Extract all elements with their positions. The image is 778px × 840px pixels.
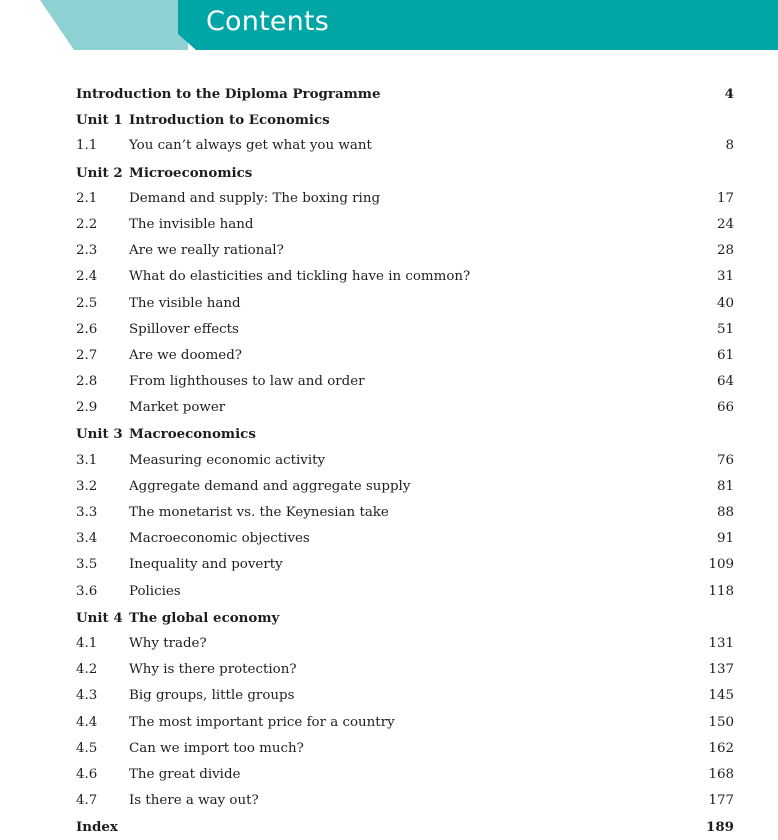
toc-row[interactable] <box>76 474 734 500</box>
section-number: 1.1 <box>76 138 98 154</box>
page-number: 8 <box>725 138 734 154</box>
section-title: Market power <box>129 400 226 416</box>
section-number: 4.1 <box>76 635 98 651</box>
section-number: 4.3 <box>76 688 98 704</box>
toc-row[interactable] <box>76 395 734 421</box>
page-number: 66 <box>716 400 734 416</box>
toc-row[interactable] <box>76 264 734 290</box>
toc-row[interactable] <box>76 762 734 788</box>
toc-row[interactable] <box>76 526 734 552</box>
toc-row[interactable] <box>76 369 734 395</box>
toc-row[interactable] <box>76 710 734 736</box>
page-number: 64 <box>716 374 734 390</box>
section-number: 4.2 <box>76 662 98 678</box>
unit-heading[interactable] <box>76 421 734 447</box>
unit-number: Unit 4 <box>76 609 123 626</box>
toc-row[interactable] <box>76 448 734 474</box>
unit-number: Unit 1 <box>76 112 123 129</box>
section-title: You can’t always get what you want <box>129 138 372 154</box>
unit-number: Unit 2 <box>76 164 123 181</box>
page-number: 40 <box>716 295 734 311</box>
toc-row[interactable] <box>76 814 734 840</box>
section-title: Policies <box>129 583 181 599</box>
section-number: 2.4 <box>76 269 98 285</box>
section-number: 3.2 <box>76 478 98 494</box>
header-banner <box>0 0 778 50</box>
section-title: Measuring economic activity <box>129 452 326 468</box>
section-title: Can we import too much? <box>129 740 304 756</box>
section-number: 3.5 <box>76 557 98 573</box>
section-number: 4.6 <box>76 766 98 782</box>
section-number: 3.3 <box>76 505 98 520</box>
table-of-contents <box>76 81 734 840</box>
page-number: 150 <box>708 714 734 730</box>
page-number: 4 <box>724 86 734 102</box>
unit-title: Microeconomics <box>129 164 253 181</box>
section-title: Aggregate demand and aggregate supply <box>129 478 411 494</box>
toc-row[interactable] <box>76 552 734 578</box>
page-number: 137 <box>708 662 734 678</box>
banner-graphic <box>0 0 778 50</box>
unit-title: The global economy <box>129 609 280 626</box>
page-number: 91 <box>716 531 734 547</box>
section-number: 3.1 <box>76 452 98 468</box>
section-title: Big groups, little groups <box>129 688 295 704</box>
page-number: 88 <box>716 505 734 520</box>
unit-heading[interactable] <box>76 605 734 631</box>
section-number: 2.3 <box>76 243 98 259</box>
page-number: 31 <box>716 269 734 285</box>
section-title: The most important price for a country <box>129 714 395 730</box>
page-number: 28 <box>716 243 734 259</box>
toc-row[interactable] <box>76 500 734 526</box>
toc-row[interactable] <box>76 579 734 605</box>
unit-heading[interactable] <box>76 160 734 186</box>
unit-title: Macroeconomics <box>129 426 256 443</box>
section-title: Macroeconomic objectives <box>129 531 310 547</box>
section-title: Are we really rational? <box>129 243 284 259</box>
toc-row[interactable] <box>76 657 734 683</box>
section-number: 2.6 <box>76 321 98 337</box>
toc-row[interactable] <box>76 291 734 317</box>
page-number: 118 <box>708 583 734 599</box>
page-number: 24 <box>716 216 734 232</box>
section-title: The great divide <box>129 766 241 782</box>
section-title: What do elasticities and tickling have in common? <box>129 269 471 285</box>
section-title: From lighthouses to law and order <box>129 374 365 390</box>
page-number: 168 <box>708 766 734 782</box>
banner-light-band <box>40 0 188 50</box>
section-title: The visible hand <box>129 295 241 311</box>
page-number: 109 <box>708 557 734 573</box>
page-number: 162 <box>708 740 734 756</box>
toc-row[interactable] <box>76 343 734 369</box>
page-number: 61 <box>716 347 734 363</box>
section-title: Why trade? <box>129 635 207 651</box>
section-title: Is there a way out? <box>129 793 259 809</box>
toc-row[interactable] <box>76 736 734 762</box>
section-number: 4.7 <box>76 793 98 809</box>
section-number: 4.4 <box>76 714 98 730</box>
page-number: 177 <box>708 793 734 809</box>
page-number: 81 <box>716 478 734 494</box>
section-title: Introduction to the Diploma Programme <box>76 86 381 102</box>
section-number: 2.7 <box>76 347 98 363</box>
toc-row[interactable] <box>76 238 734 264</box>
toc-row[interactable] <box>76 788 734 814</box>
page-number: 189 <box>706 819 734 836</box>
toc-row[interactable] <box>76 631 734 657</box>
unit-heading[interactable] <box>76 107 734 133</box>
toc-row[interactable] <box>76 186 734 212</box>
page-number: 51 <box>716 321 734 337</box>
section-number: 3.4 <box>76 531 98 547</box>
section-title: The invisible hand <box>129 216 254 232</box>
section-title: Why is there protection? <box>129 662 297 678</box>
toc-row[interactable] <box>76 212 734 238</box>
page-number: 76 <box>716 452 734 468</box>
toc-row[interactable] <box>76 317 734 343</box>
section-number: 2.8 <box>76 374 98 390</box>
section-number: 4.5 <box>76 740 98 756</box>
page-number: 17 <box>716 190 734 206</box>
unit-number: Unit 3 <box>76 426 123 443</box>
section-number: 2.1 <box>76 190 98 206</box>
section-title: Spillover effects <box>129 321 239 337</box>
section-number: 2.2 <box>76 216 98 232</box>
section-title: Are we doomed? <box>129 347 242 363</box>
unit-title: Introduction to Economics <box>129 112 330 129</box>
page-number: 131 <box>708 635 734 651</box>
toc-row[interactable] <box>76 133 734 159</box>
section-title: Index <box>76 819 118 836</box>
section-number: 3.6 <box>76 583 98 599</box>
page-title: Contents <box>206 6 330 37</box>
section-title: The monetarist vs. the Keynesian take <box>129 505 389 520</box>
page-number: 145 <box>708 688 734 704</box>
section-title: Demand and supply: The boxing ring <box>129 190 381 206</box>
toc-row[interactable] <box>76 81 734 107</box>
section-number: 2.5 <box>76 295 98 311</box>
section-number: 2.9 <box>76 400 98 416</box>
section-title: Inequality and poverty <box>129 557 283 573</box>
toc-row[interactable] <box>76 683 734 709</box>
